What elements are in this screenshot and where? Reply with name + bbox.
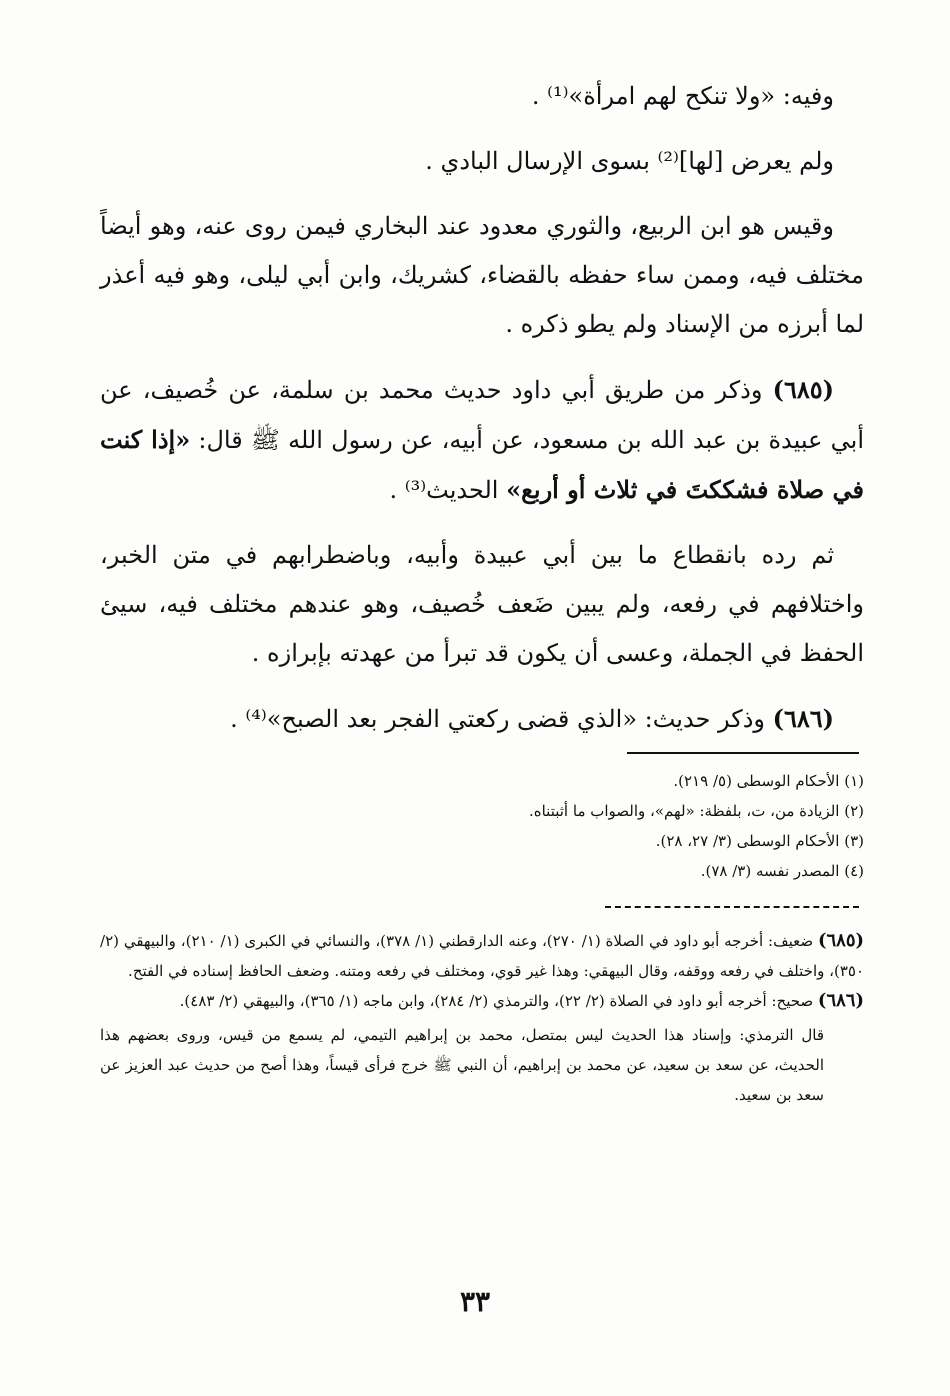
hadith-number-686: (٦٨٦) (772, 704, 834, 733)
takhrij-number-685: (٦٨٥) (817, 930, 865, 951)
hadith-quote-685: «إذا كنت في صلاة فشككتَ في ثلاث أو أربع» (100, 425, 864, 504)
paragraph-685-end: الحديث⁽³⁾ . (389, 476, 507, 504)
footnote-separator (627, 752, 859, 754)
paragraph-2: ولم يعرض [لها]⁽²⁾ بسوى الإرسال البادي . (425, 147, 834, 175)
paragraph-3: وقيس هو ابن الربيع، والثوري معدود عند البخاري فيمن روى عنه، وهو أيضاً مختلف فيه، وممن ساء حفظه بالقضاء، كشريك، وابن أبي ليلى، وهو فيه أعذر لما أبرزه من الإسناد ولم يطو ذكره . (100, 212, 864, 338)
takhrij-685-text: ضعيف: أخرجه أبو داود في الصلاة (١/ ٢٧٠)، وعنه الدارقطني (١/ ٣٧٨)، والنسائي في الكبرى (١/ ٢١٠)، والبيهقي (٢/ ٣٥٠)، واختلف في رفعه ووقفه، وقال البيهقي: وهذا غير قوي، ومختلف في رفعه ومتنه. وضعف الحافظ إسناده في الفتح. (100, 932, 864, 980)
footnote-4: (٤) المصدر نفسه (٣/ ٧٨). (700, 862, 864, 880)
takhrij-686 (100, 986, 864, 1016)
page-number: ٣٣ (459, 1285, 491, 1318)
paragraph-1: وفيه: «ولا تنكح لهم امرأة»⁽¹⁾ . (531, 82, 834, 110)
takhrij-separator (605, 906, 859, 908)
paragraph-5: ثم رده بانقطاع ما بين أبي عبيدة وأبيه، وباضطرابهم في متن الخبر، واختلافهم في رفعه، ولم يبين ضَعف خُصيف، وهو عندهم مختلف فيه، سيئ الحفظ في الجملة، وعسى أن يكون قد تبرأ من عهدته بإبرازه . (100, 541, 864, 667)
paragraph-685-text: وذكر من طريق أبي داود حديث محمد بن سلمة، عن خُصيف، عن أبي عبيدة بن عبد الله بن مسعود، عن أبيه، عن رسول الله ﷺ قال: (100, 376, 864, 454)
takhrij-notes (100, 926, 864, 1110)
takhrij-number-686: (٦٨٦) (817, 990, 864, 1011)
main-text (100, 72, 864, 760)
takhrij-685 (100, 926, 864, 986)
footnote-1: (١) الأحكام الوسطى (٥/ ٢١٩). (673, 772, 864, 790)
hadith-number-685: (٦٨٥) (772, 375, 834, 404)
paragraph-686 (100, 694, 864, 744)
paragraph-686-text: وذكر حديث: «الذي قضى ركعتي الفجر بعد الصبح»⁽⁴⁾ . (230, 705, 773, 733)
footnotes (100, 766, 864, 886)
takhrij-686-text: صحيح: أخرجه أبو داود في الصلاة (٢/ ٢٢)، والترمذي (٢/ ٢٨٤)، وابن ماجه (١/ ٣٦٥)، والبيهقي (٢/ ٤٨٣). (179, 992, 818, 1010)
paragraph-685 (100, 365, 864, 515)
footnote-2: (٢) الزيادة من، ت، بلفظة: «لهم»، والصواب ما أثبتناه. (528, 802, 864, 820)
footnote-3: (٣) الأحكام الوسطى (٣/ ٢٧، ٢٨). (655, 832, 864, 850)
takhrij-686-tirmidhi: قال الترمذي: وإسناد هذا الحديث ليس بمتصل، محمد بن إبراهيم التيمي، لم يسمع من قيس، وروى بعضهم هذا الحديث، عن سعد بن سعيد، عن محمد بن إبراهيم، أن النبي ﷺ خرج فرأى قيساً، وهذا أصح من حديث عبد العزيز عن سعد بن سعيد. (100, 1026, 824, 1104)
